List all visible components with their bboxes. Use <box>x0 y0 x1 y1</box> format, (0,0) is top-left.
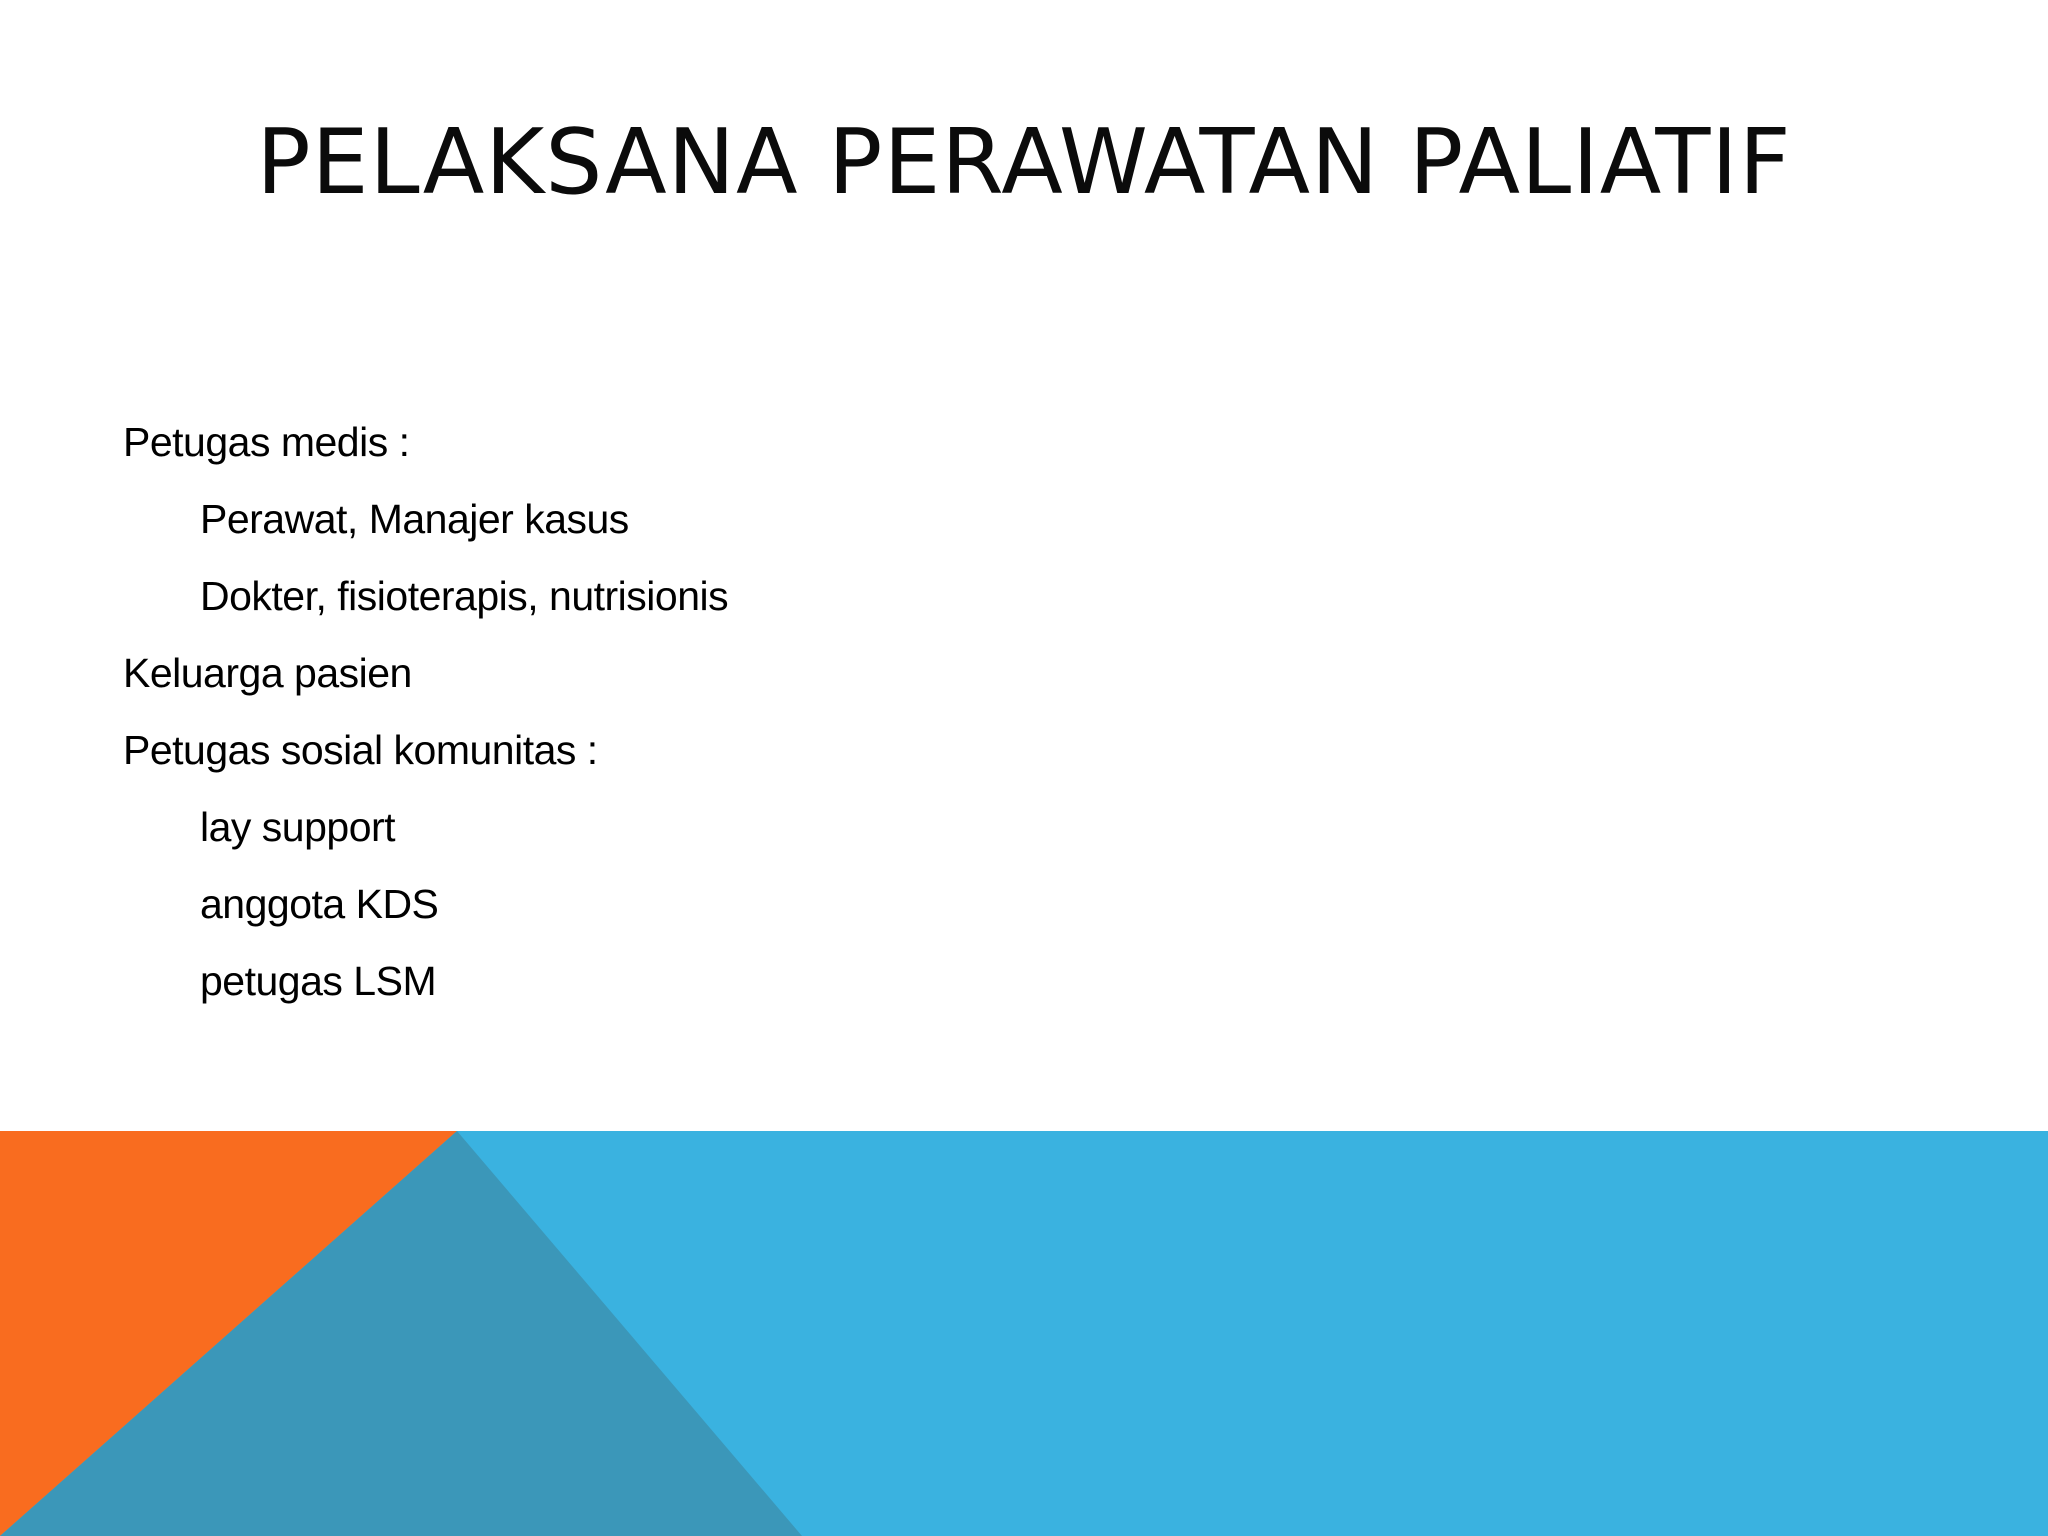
body-line: Petugas sosial komunitas : <box>123 727 598 773</box>
body-line-indented: petugas LSM <box>200 958 437 1004</box>
decorative-footer-band <box>0 1131 2048 1536</box>
body-line: Keluarga pasien <box>123 650 412 696</box>
slide-body <box>123 404 728 1020</box>
body-line-indented: lay support <box>200 804 396 850</box>
slide-title: PELAKSANA PERAWATAN PALIATIF <box>256 110 1792 215</box>
body-line-indented: Dokter, fisioterapis, nutrisionis <box>200 573 729 619</box>
body-line: Petugas medis : <box>123 419 410 465</box>
body-line-indented: anggota KDS <box>200 881 439 927</box>
body-line-indented: Perawat, Manajer kasus <box>200 496 629 542</box>
